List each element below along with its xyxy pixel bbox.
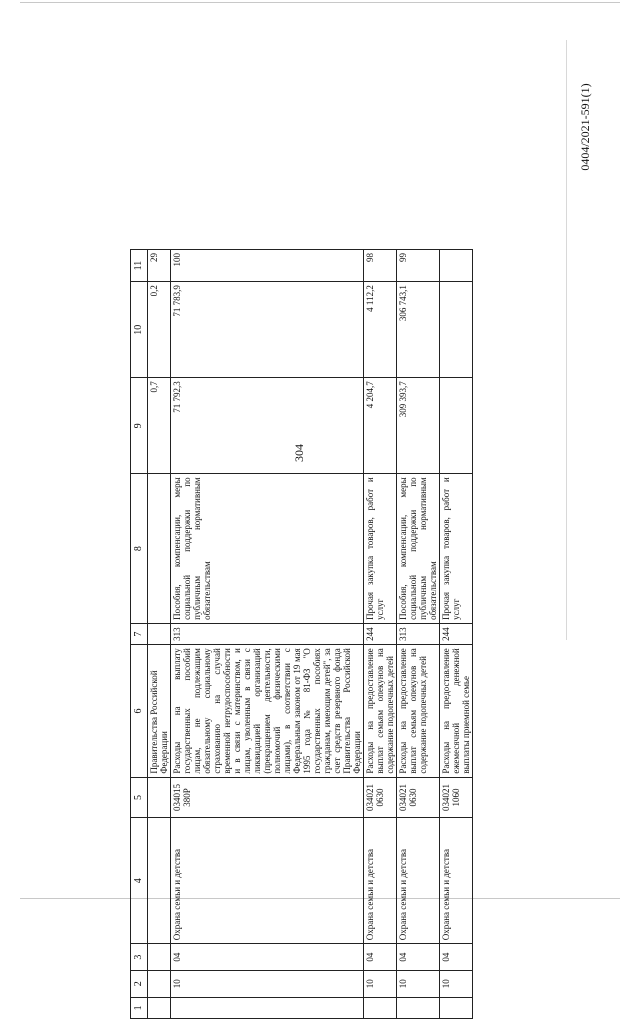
cell-plan-continuation: 0,7 — [148, 378, 171, 474]
cell-plan: 309 393,7 — [397, 378, 440, 474]
document-code: 0404/2021-591(1) — [578, 83, 592, 171]
cell-plan: 71 792,3 — [171, 378, 364, 474]
cell-subsection: 04 — [364, 944, 397, 971]
cell-plan — [440, 378, 473, 474]
table-row — [171, 250, 364, 1019]
cell-purpose: Расходы на предоставление выплат семьям опекунов на содержание подопечных детей — [397, 645, 440, 777]
header-col-5: 5 — [131, 777, 148, 818]
cell-actual — [440, 282, 473, 378]
cell-expense-type: 244 — [364, 623, 397, 644]
cell-section: 10 — [397, 970, 440, 997]
header-col-3: 3 — [131, 944, 148, 971]
cell-expense-name: Прочая закупка товаров, работ и услуг — [364, 474, 397, 624]
cell-percent-continuation: 29 — [148, 250, 171, 282]
cell-subsection-name: Охрана семьи и детства — [364, 818, 397, 944]
cell-expense-type: 244 — [440, 623, 473, 644]
header-col-9: 9 — [131, 378, 148, 474]
cell-percent: 98 — [364, 250, 397, 282]
header-col-1: 1 — [131, 997, 148, 1018]
cell-expense-name: Пособия, компенсации, меры социальной поддержки по публичным нормативным обязательствам — [397, 474, 440, 624]
cell-actual: 4 112,2 — [364, 282, 397, 378]
table-row — [397, 250, 440, 1019]
cell-expense-name: Пособия, компенсации, меры социальной поддержки по публичным нормативным обязательствам — [171, 474, 364, 624]
cell-actual-continuation: 0,2 — [148, 282, 171, 378]
header-col-6: 6 — [131, 645, 148, 777]
cell-subsection-name: Охрана семьи и детства — [440, 818, 473, 944]
cell-subsection: 04 — [440, 944, 473, 971]
cell-section: 10 — [364, 970, 397, 997]
scan-edge-line-top — [20, 2, 620, 3]
header-col-4: 4 — [131, 818, 148, 944]
cell-expense-name: Прочая закупка товаров, работ и услуг — [440, 474, 473, 624]
cell-subsection: 04 — [397, 944, 440, 971]
table-row — [440, 250, 473, 1019]
table-row — [364, 250, 397, 1019]
page-number: 304 — [292, 444, 306, 462]
cell-percent: 99 — [397, 250, 440, 282]
table-row-continuation — [148, 250, 171, 1019]
cell-actual: 71 783,9 — [171, 282, 364, 378]
header-col-11: 11 — [131, 250, 148, 282]
cell-target-code: 034021 0630 — [364, 777, 397, 818]
cell-expense-type: 313 — [171, 623, 364, 644]
cell-expense-type: 313 — [397, 623, 440, 644]
cell-subsection-name: Охрана семьи и детства — [397, 818, 440, 944]
budget-table — [130, 249, 473, 1019]
cell-percent: 100 — [171, 250, 364, 282]
cell-target-code: 034021 0630 — [397, 777, 440, 818]
cell-section: 10 — [440, 970, 473, 997]
rotated-table-wrapper — [130, 249, 616, 1019]
cell-plan: 4 204,7 — [364, 378, 397, 474]
cell-section: 10 — [171, 970, 364, 997]
cell-purpose: Расходы на предоставление выплат семьям опекунов на содержание подопечных детей — [364, 645, 397, 777]
cell-purpose-continuation: Правительства Российской Федерации — [148, 645, 171, 777]
cell-actual: 306 743,1 — [397, 282, 440, 378]
cell-target-code: 034015 380Р — [171, 777, 364, 818]
header-row — [131, 250, 148, 1019]
cell-purpose: Расходы на выплату государственных пособий лицам, не подлежащим обязательному социальному страхованию на случай временной нетрудоспособности и в связи с материнством, и лицам, уволенным в связи с ликвидацией организаций (прекращением деятельности, полномочий физическими лицами), в соответствии с Федеральным законом от 19 мая 1995 года № 81-ФЗ "О государственных пособиях гражданам, имеющим детей", за счет средств резервного фонда Правительства Российской Федерации — [171, 645, 364, 777]
header-col-7: 7 — [131, 623, 148, 644]
cell-subsection-name: Охрана семьи и детства — [171, 818, 364, 944]
cell-percent — [440, 250, 473, 282]
header-col-8: 8 — [131, 474, 148, 624]
cell-purpose: Расходы на предоставление ежемесячной денежной выплаты приемной семье — [440, 645, 473, 777]
header-col-2: 2 — [131, 970, 148, 997]
header-col-10: 10 — [131, 282, 148, 378]
cell-subsection: 04 — [171, 944, 364, 971]
cell-target-code: 034021 1060 — [440, 777, 473, 818]
